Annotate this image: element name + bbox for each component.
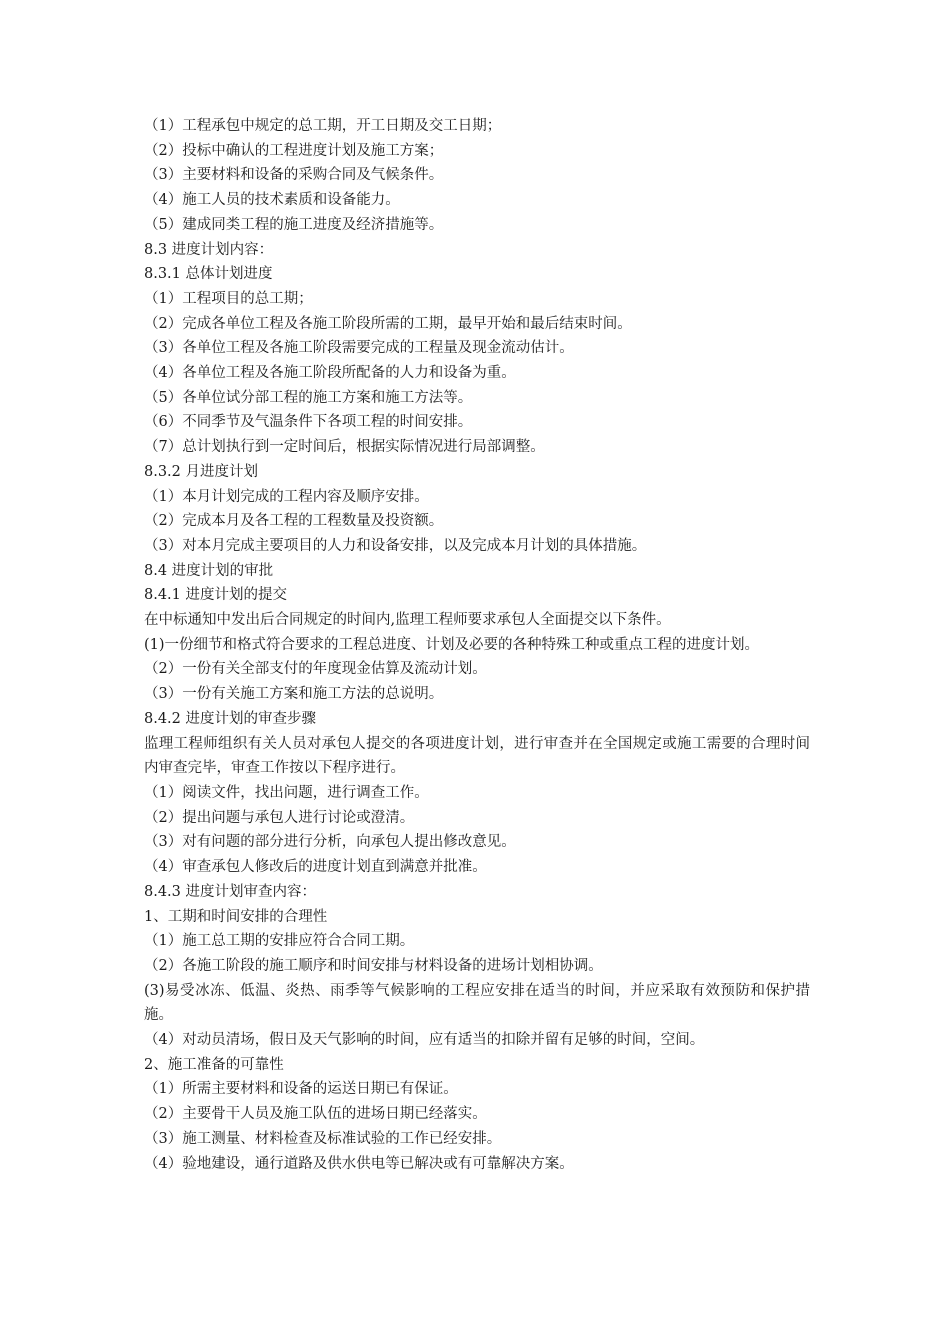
list-item: （1）工程项目的总工期； (144, 290, 313, 307)
list-item: （2）提出问题与承包人进行讨论或澄清。 (144, 809, 415, 826)
document-page (144, 114, 810, 1176)
list-item: （4）各单位工程及各施工阶段所配备的人力和设备为重。 (144, 365, 516, 382)
list-item: (1)一份细节和格式符合要求的工程总进度、计划及必要的各种特殊工种或重点工程的进度计划。 (144, 636, 760, 653)
section-heading: 8.4 进度计划的审批 (144, 562, 274, 579)
category-heading: 1、工期和时间安排的合理性 (144, 908, 328, 925)
paragraph: 监理工程师组织有关人员对承包人提交的各项进度计划，进行审查并在全国规定或施工需要的合理时间内审查完毕，审查工作按以下程序进行。 (144, 735, 810, 777)
list-item: （1）施工总工期的安排应符合合同工期。 (144, 933, 415, 950)
subsection-heading: 8.4.2 进度计划的审查步骤 (144, 710, 317, 727)
list-item: （2）完成本月及各工程的工程数量及投资额。 (144, 513, 444, 530)
list-item: （2）各施工阶段的施工顺序和时间安排与材料设备的进场计划相协调。 (144, 957, 603, 974)
list-item: （1）工程承包中规定的总工期，开工日期及交工日期； (144, 118, 502, 134)
list-item: （3）施工测量、材料检查及标准试验的工作已经安排。 (144, 1130, 502, 1147)
list-item: （4）审查承包人修改后的进度计划直到满意并批准。 (144, 859, 487, 876)
list-item: （7）总计划执行到一定时间后，根据实际情况进行局部调整。 (144, 439, 545, 456)
section-heading: 8.3 进度计划内容： (144, 241, 274, 258)
category-heading: 2、施工准备的可靠性 (144, 1056, 284, 1073)
list-item: （4）验地建设，通行道路及供水供电等已解决或有可靠解决方案。 (144, 1155, 574, 1172)
list-item: （3）对本月完成主要项目的人力和设备安排，以及完成本月计划的具体措施。 (144, 537, 647, 554)
list-item: （2）主要骨干人员及施工队伍的进场日期已经落实。 (144, 1106, 487, 1123)
list-item: （4）施工人员的技术素质和设备能力。 (144, 192, 400, 209)
list-item: （1）本月计划完成的工程内容及顺序安排。 (144, 488, 429, 505)
subsection-heading: 8.3.2 月进度计划 (144, 463, 259, 480)
paragraph: 在中标通知中发出后合同规定的时间内,监理工程师要求承包人全面提交以下条件。 (144, 612, 671, 629)
list-item: （3）各单位工程及各施工阶段需要完成的工程量及现金流动估计。 (144, 340, 574, 357)
list-item: （4）对动员清场，假日及天气影响的时间，应有适当的扣除并留有足够的时间，空间。 (144, 1032, 705, 1049)
list-item: （5）各单位试分部工程的施工方案和施工方法等。 (144, 389, 473, 406)
list-item: （2）完成各单位工程及各施工阶段所需的工期，最早开始和最后结束时间。 (144, 315, 632, 332)
list-item: （1）所需主要材料和设备的运送日期已有保证。 (144, 1081, 458, 1098)
list-item: （2）一份有关全部支付的年度现金估算及流动计划。 (144, 661, 487, 678)
subsection-heading: 8.4.3 进度计划审查内容： (144, 883, 317, 900)
list-item: （3）一份有关施工方案和施工方法的总说明。 (144, 686, 444, 703)
list-item: （5）建成同类工程的施工进度及经济措施等。 (144, 216, 444, 233)
subsection-heading: 8.4.1 进度计划的提交 (144, 587, 288, 604)
list-item: （3）对有问题的部分进行分析，向承包人提出修改意见。 (144, 834, 516, 851)
list-item: （2）投标中确认的工程进度计划及施工方案； (144, 142, 444, 159)
list-item: （1）阅读文件，找出问题，进行调查工作。 (144, 784, 429, 801)
subsection-heading: 8.3.1 总体计划进度 (144, 266, 273, 283)
list-item: (3)易受冰冻、低温、炎热、雨季等气候影响的工程应安排在适当的时间，并应采取有效预防和保护措施。 (144, 982, 810, 1024)
list-item: （6）不同季节及气温条件下各项工程的时间安排。 (144, 414, 473, 431)
list-item: （3）主要材料和设备的采购合同及气候条件。 (144, 167, 444, 184)
